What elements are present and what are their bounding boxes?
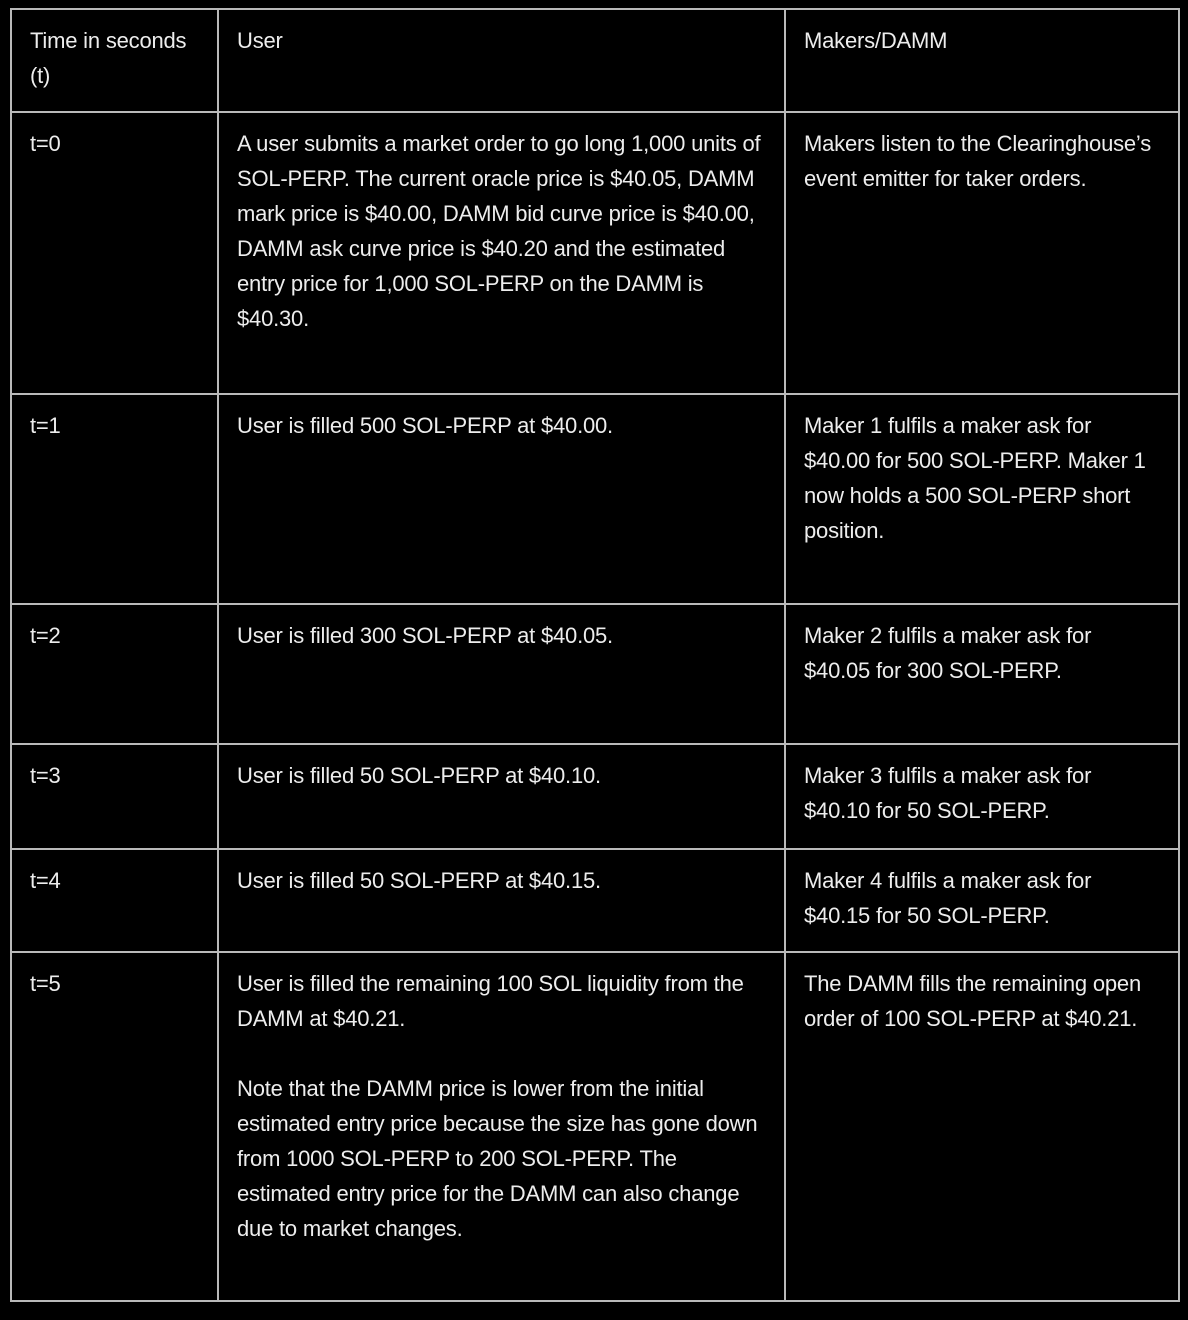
- makers-cell: [785, 394, 1179, 604]
- user-cell: [218, 744, 785, 849]
- time-cell: [11, 604, 218, 744]
- time-cell: [11, 394, 218, 604]
- cell-paragraph: t=2: [30, 623, 61, 648]
- cell-paragraph: User is filled 300 SOL-PERP at $40.05.: [237, 623, 613, 648]
- user-cell: [218, 849, 785, 952]
- cell-paragraph: The DAMM fills the remaining open order of 100 SOL-PERP at $40.21.: [804, 971, 1141, 1031]
- cell-paragraph: A user submits a market order to go long 1,000 units of SOL-PERP. The current oracle price is $40.05, DAMM mark price is $40.00, DAMM bid curve price is $40.00, DAMM ask curve price is $40.20 and the estimated entry price for 1,000 SOL-PERP on the DAMM is $40.30.: [237, 131, 761, 331]
- table-row: [11, 394, 1179, 604]
- cell-paragraph: t=1: [30, 413, 61, 438]
- user-cell: [218, 604, 785, 744]
- user-cell: [218, 394, 785, 604]
- cell-paragraph: Makers listen to the Clearinghouse’s event emitter for taker orders.: [804, 131, 1152, 191]
- makers-cell: [785, 849, 1179, 952]
- user-cell: [218, 952, 785, 1301]
- header-time: Time in seconds (t): [11, 9, 218, 112]
- cell-paragraph: Maker 3 fulfils a maker ask for $40.10 for 50 SOL-PERP.: [804, 763, 1092, 823]
- order-flow-table: [10, 8, 1180, 1302]
- makers-cell: [785, 952, 1179, 1301]
- header-makers: Makers/DAMM: [785, 9, 1179, 112]
- cell-paragraph: Maker 1 fulfils a maker ask for $40.00 for 500 SOL-PERP. Maker 1 now holds a 500 SOL-PERP short position.: [804, 413, 1146, 543]
- table-header: [11, 9, 1179, 112]
- table-row: [11, 952, 1179, 1301]
- cell-paragraph: Note that the DAMM price is lower from the initial estimated entry price because the size has gone down from 1000 SOL-PERP to 200 SOL-PERP. The estimated entry price for the DAMM can also change due to market changes.: [237, 1076, 758, 1241]
- time-cell: [11, 849, 218, 952]
- cell-paragraph: User is filled the remaining 100 SOL liquidity from the DAMM at $40.21.: [237, 971, 744, 1031]
- cell-paragraph: Maker 2 fulfils a maker ask for $40.05 for 300 SOL-PERP.: [804, 623, 1092, 683]
- table-row: [11, 604, 1179, 744]
- time-cell: [11, 744, 218, 849]
- table-row: [11, 112, 1179, 394]
- cell-paragraph: User is filled 50 SOL-PERP at $40.15.: [237, 868, 601, 893]
- makers-cell: [785, 112, 1179, 394]
- makers-cell: [785, 744, 1179, 849]
- cell-paragraph: t=5: [30, 971, 61, 996]
- header-user: User: [218, 9, 785, 112]
- cell-paragraph: User is filled 500 SOL-PERP at $40.00.: [237, 413, 613, 438]
- cell-paragraph: Maker 4 fulfils a maker ask for $40.15 for 50 SOL-PERP.: [804, 868, 1092, 928]
- cell-paragraph: t=4: [30, 868, 61, 893]
- cell-paragraph: User is filled 50 SOL-PERP at $40.10.: [237, 763, 601, 788]
- makers-cell: [785, 604, 1179, 744]
- cell-paragraph: t=0: [30, 131, 61, 156]
- table-body: [11, 112, 1179, 1301]
- time-cell: [11, 112, 218, 394]
- time-cell: [11, 952, 218, 1301]
- table-row: [11, 744, 1179, 849]
- cell-paragraph: t=3: [30, 763, 61, 788]
- table-row: [11, 849, 1179, 952]
- user-cell: [218, 112, 785, 394]
- header-row: [11, 9, 1179, 112]
